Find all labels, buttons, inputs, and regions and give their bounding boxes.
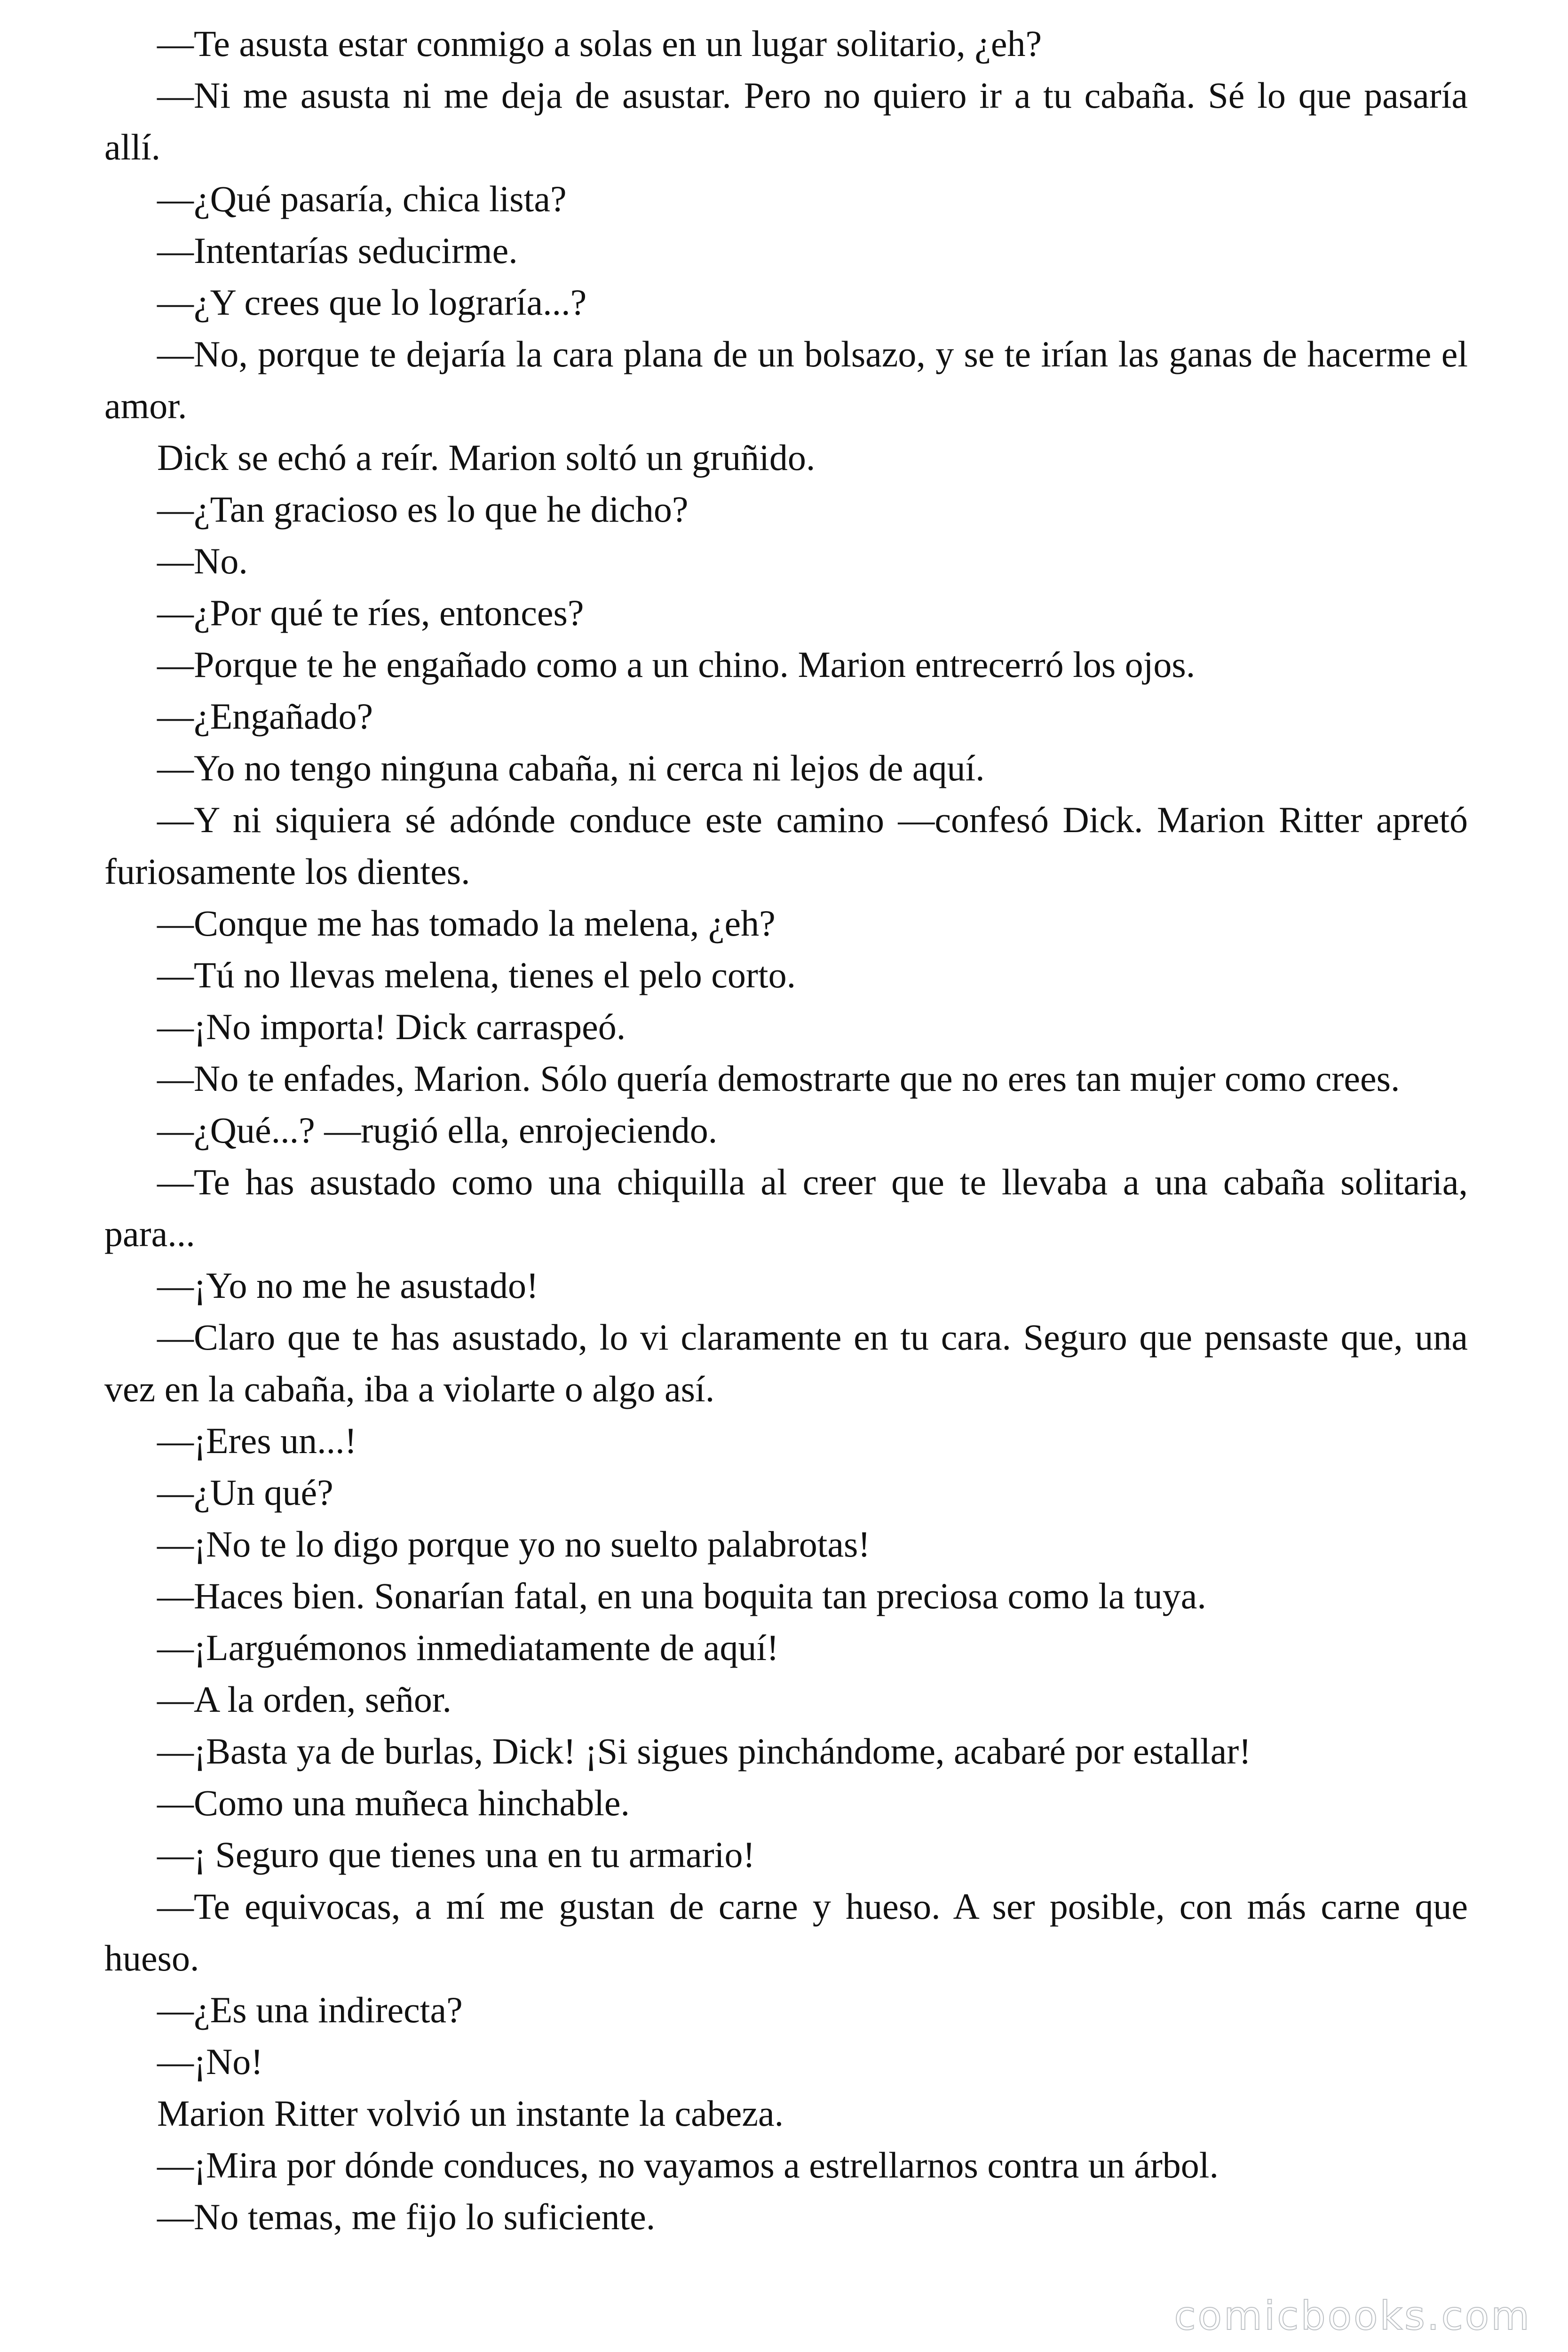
paragraph: —¡Yo no me he asustado! xyxy=(157,1265,539,1306)
watermark: comicbooks.com xyxy=(1174,2293,1531,2339)
paragraph: —¡No te lo digo porque yo no suelto palabrotas! xyxy=(157,1524,871,1565)
paragraph: Marion Ritter volvió un instante la cabeza. xyxy=(157,2093,784,2134)
paragraph: —¿Qué pasaría, chica lista? xyxy=(157,178,567,219)
paragraph: —¿Y crees que lo lograría...? xyxy=(157,282,587,323)
paragraph: —No temas, me fijo lo suficiente. xyxy=(157,2196,656,2237)
paragraph: —Intentarías seducirme. xyxy=(157,230,518,271)
paragraph: —¿Por qué te ríes, entonces? xyxy=(157,592,584,633)
paragraph: —¡ Seguro que tienes una en tu armario! xyxy=(157,1834,755,1875)
paragraph: —Te has asustado como una chiquilla al creer que te llevaba a una cabaña solitaria, para... xyxy=(104,1161,1468,1254)
paragraph: —Porque te he engañado como a un chino. Marion entrecerró los ojos. xyxy=(157,644,1196,685)
paragraph: —¡Larguémonos inmediatamente de aquí! xyxy=(157,1627,779,1668)
paragraph: —Haces bien. Sonarían fatal, en una boquita tan preciosa como la tuya. xyxy=(157,1575,1206,1616)
paragraph: —¡Mira por dónde conduces, no vayamos a estrellarnos contra un árbol. xyxy=(157,2145,1219,2185)
paragraph: —¡No! xyxy=(157,2041,263,2082)
paragraph: —¡No importa! Dick carraspeó. xyxy=(157,1006,626,1047)
paragraph: —¡Basta ya de burlas, Dick! ¡Si sigues pinchándome, acabaré por estallar! xyxy=(157,1731,1251,1772)
paragraph: —Y ni siquiera sé adónde conduce este camino —confesó Dick. Marion Ritter apretó furiosamente los dientes. xyxy=(104,799,1468,892)
body-text xyxy=(104,18,1468,2243)
paragraph: —¿Qué...? —rugió ella, enrojeciendo. xyxy=(157,1110,718,1151)
paragraph: —No, porque te dejaría la cara plana de un bolsazo, y se te irían las ganas de hacerme el amor. xyxy=(104,334,1468,426)
paragraph: —Te equivocas, a mí me gustan de carne y hueso. A ser posible, con más carne que hueso. xyxy=(104,1886,1468,1979)
paragraph: —¡Eres un...! xyxy=(157,1420,357,1461)
paragraph: —Tú no llevas melena, tienes el pelo corto. xyxy=(157,954,796,995)
paragraph: —Conque me has tomado la melena, ¿eh? xyxy=(157,903,776,944)
paragraph: —No te enfades, Marion. Sólo quería demostrarte que no eres tan mujer como crees. xyxy=(157,1058,1400,1099)
paragraph: —¿Es una indirecta? xyxy=(157,1989,463,2030)
paragraph: —A la orden, señor. xyxy=(157,1679,452,1720)
paragraph: —Como una muñeca hinchable. xyxy=(157,1782,630,1823)
paragraph: —No. xyxy=(157,540,248,581)
paragraph: —Te asusta estar conmigo a solas en un lugar solitario, ¿eh? xyxy=(157,23,1042,64)
paragraph: Dick se echó a reír. Marion soltó un gruñido. xyxy=(157,437,816,478)
paragraph: —¿Un qué? xyxy=(157,1472,333,1513)
paragraph: —Ni me asusta ni me deja de asustar. Pero no quiero ir a tu cabaña. Sé lo que pasaría allí. xyxy=(104,75,1468,167)
paragraph: —Yo no tengo ninguna cabaña, ni cerca ni lejos de aquí. xyxy=(157,747,985,788)
paragraph: —Claro que te has asustado, lo vi claramente en tu cara. Seguro que pensaste que, una vez en la cabaña, iba a violarte o algo así. xyxy=(104,1317,1468,1409)
paragraph: —¿Tan gracioso es lo que he dicho? xyxy=(157,489,689,530)
paragraph: —¿Engañado? xyxy=(157,696,373,737)
